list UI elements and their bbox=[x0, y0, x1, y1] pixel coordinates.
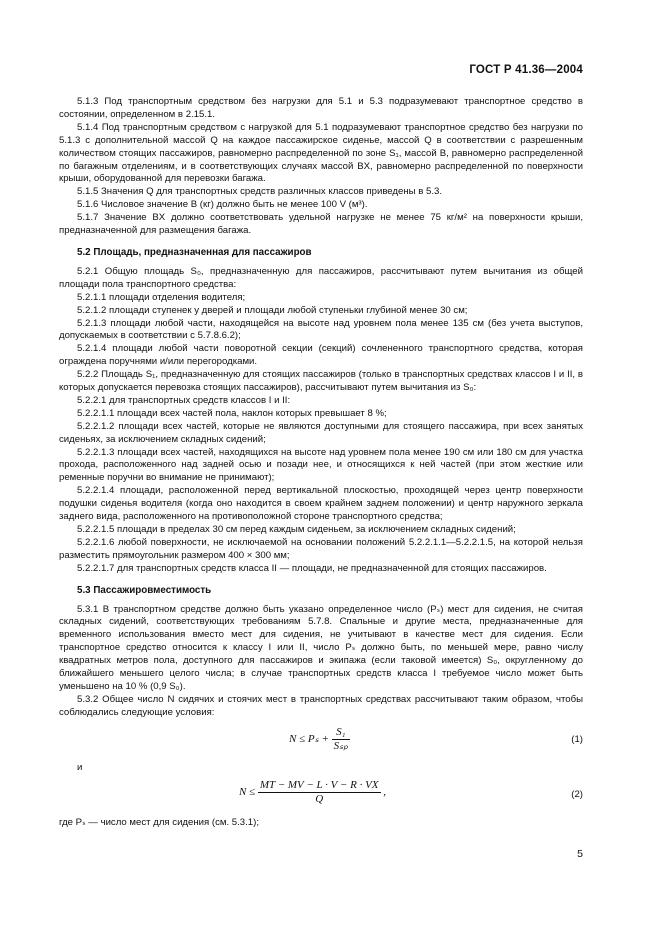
paragraph-5-1-6: 5.1.6 Числовое значение B (кг) должно быть не менее 100 V (м³). bbox=[77, 199, 368, 211]
paragraph-5-2-1-4: 5.2.1.4 площади любой части поворотной секции (секций) сочлененного транспортного средства, которая ограждена поручнями и/или перегородками. bbox=[59, 343, 583, 368]
definition-ps: где Pₛ — число мест для сидения (см. 5.3.1); bbox=[59, 816, 259, 828]
formula-2-numerator: MT − MV − L · V − R · VX bbox=[259, 778, 379, 791]
section-heading-5-2: 5.2 Площадь, предназначенная для пассажиров bbox=[77, 246, 312, 258]
paragraph-5-2-2-1-1: 5.2.2.1.1 площади всех частей пола, наклон которых превышает 8 %; bbox=[77, 407, 387, 419]
paragraph-5-1-5: 5.1.5 Значения Q для транспортных средств различных классов приведены в 5.3. bbox=[77, 186, 442, 198]
formula-1-numerator: S₁ bbox=[332, 726, 350, 740]
paragraph-5-2-1: 5.2.1 Общую площадь S₀, предназначенную для пассажиров, рассчитывают путем вычитания из общей площади пола транспортного средства: bbox=[59, 265, 583, 290]
formula-1-fraction bbox=[332, 726, 350, 753]
formula-2 bbox=[59, 779, 583, 815]
paragraph-5-3-2: 5.3.2 Общее число N сидячих и стоячих мест в транспортных средствах рассчитывают таким образом, чтобы соблюдались следующие условия: bbox=[59, 693, 583, 718]
section-heading-5-3: 5.3 Пассажировместимость bbox=[77, 584, 212, 596]
formula-1-lhs: N ≤ Pₛ + bbox=[289, 732, 329, 745]
paragraph-5-2-2-1-7: 5.2.2.1.7 для транспортных средств класса II — площади, не предназначенной для стоящих пассажиров. bbox=[77, 562, 547, 574]
paragraph-5-2-2-1-3: 5.2.2.1.3 площади всех частей, находящихся на высоте над уровнем пола менее 190 см или 180 см для участка прохода, расположенного над задней осью и позади нее, и относящихся к ней частей (при этом жесткие или ременные поручни во внимание не принимают); bbox=[59, 446, 583, 484]
document-id: ГОСТ Р 41.36—2004 bbox=[469, 64, 583, 76]
paragraph-5-2-2-1-6: 5.2.2.1.6 любой поверхности, не исключаемой на основании положений 5.2.2.1.1—5.2.2.1.5, на которой нельзя разместить прямоугольник размером 400 × 300 мм; bbox=[59, 536, 583, 561]
paragraph-5-2-2: 5.2.2 Площадь S₁, предназначенную для стоящих пассажиров (только в транспортных средствах классов I и II, в которых допускается перевозка стоящих пассажиров), рассчитывают путем вычитания из S₀: bbox=[59, 369, 583, 394]
formula-1-number: (1) bbox=[571, 733, 583, 745]
paragraph-5-2-2-1-5: 5.2.2.1.5 площади в пределах 30 см перед каждым сиденьем, за исключением складных сидений; bbox=[77, 524, 516, 535]
paragraph-5-2-2-1-4: 5.2.2.1.4 площади, расположенной перед вертикальной плоскостью, проходящей через центр поверхности подушки сиденья водителя (когда оно находится в своем крайнем заднем положении) и центр наружного зеркала заднего вида, расположенного на противоположной стороне транспортного средства; bbox=[59, 485, 583, 523]
formula-2-expression bbox=[239, 779, 386, 806]
page-body bbox=[59, 96, 583, 839]
formula-2-tail: , bbox=[383, 785, 387, 798]
formula-1 bbox=[59, 724, 583, 760]
paragraph-5-1-7: 5.1.7 Значение BX должно соответствовать удельной нагрузке не менее 75 кг/м² на поверхности крыши, предназначенной для размещения багажа. bbox=[59, 212, 583, 237]
paragraph-5-3-1: 5.3.1 В транспортном средстве должно быть указано определенное число (Pₛ) мест для сидения, не считая складных сидений, соответствующих требованиям 5.7.8. Спальные и другие места, предназначенные для временного использования вместо мест для сидения, не учитывают в качестве мест для сидения. Если транспортное средство относится к классу I или II, число Pₛ должно быть, по меньшей мере, равно числу квадратных метров пола, доступного для пассажиров и экипажа (если таковой имеется) S₀, округленному до ближайшего меньшего целого числа; в случае транспортных средств класса I требуемое число может быть уменьшено на 10 % (0,9 S₀). bbox=[59, 603, 583, 692]
paragraph-5-2-2-1-2: 5.2.2.1.2 площади всех частей, которые не являются доступными для стоящего пассажира, при всех занятых сиденьях, за исключением складных сидений; bbox=[59, 420, 583, 445]
formula-1-expression bbox=[289, 726, 350, 753]
formula-2-denominator: Q bbox=[315, 792, 324, 805]
paragraph-5-2-1-2: 5.2.1.2 площади ступенек у дверей и площади любой ступеньки глубиной менее 30 см; bbox=[77, 304, 468, 316]
formula-2-number: (2) bbox=[571, 788, 583, 800]
formula-2-lhs: N ≤ bbox=[239, 785, 256, 798]
formula-1-denominator: Sₛₚ bbox=[333, 739, 348, 752]
paragraph-5-1-3: 5.1.3 Под транспортным средством без нагрузки для 5.1 и 5.3 подразумевают транспортное средство в состоянии, определенном в 2.15.1. bbox=[59, 96, 583, 120]
page-number: 5 bbox=[577, 848, 583, 860]
paragraph-5-2-1-1: 5.2.1.1 площади отделения водителя; bbox=[77, 291, 246, 303]
conjunction-and: и bbox=[77, 761, 83, 773]
formula-2-fraction bbox=[258, 779, 381, 806]
paragraph-5-1-4: 5.1.4 Под транспортным средством с нагрузкой для 5.1 подразумевают транспортное средство без нагрузки по 5.1.3 с дополнительной массой Q на каждое пассажирское сиденье, массой Q в соответствии с разрешенным количеством стоящих пассажиров, равномерно распределенной по зоне S₁, массой B, равномерно распределенной по багажным отделениям, и в соответствующих случаях массой BX, равномерно распределенной по поверхности крыши, оборудованной для перевозки багажа. bbox=[59, 121, 583, 185]
paragraph-5-2-1-3: 5.2.1.3 площади любой части, находящейся на высоте над уровнем пола менее 135 см (без учета выступов, допускаемых в соответствии с 5.7.8.6.2); bbox=[59, 317, 583, 342]
paragraph-5-2-2-1: 5.2.2.1 для транспортных средств классов I и II: bbox=[77, 394, 291, 406]
